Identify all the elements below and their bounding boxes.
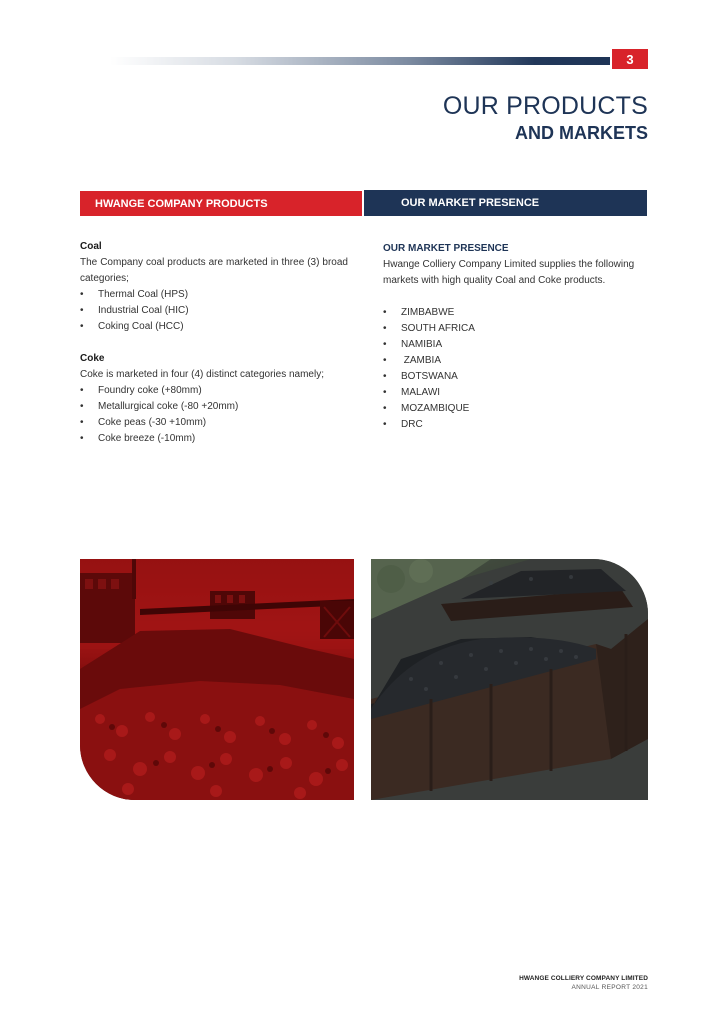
list-item: • Industrial Coal (HIC) [80, 303, 348, 319]
list-item: • DRC [383, 417, 648, 433]
markets-section-band [364, 190, 647, 216]
markets-heading: OUR MARKET PRESENCE [383, 243, 509, 254]
products-section-band [80, 191, 362, 216]
list-item: • BOTSWANA [383, 369, 648, 385]
list-item: • Thermal Coal (HPS) [80, 287, 348, 303]
list-item: • NAMIBIA [383, 337, 648, 353]
footer-company: HWANGE COLLIERY COMPANY LIMITED [519, 975, 648, 982]
markets-intro: Hwange Colliery Company Limited supplies the following markets with high quality Coal and Coke products. [383, 259, 635, 286]
footer-report: ANNUAL REPORT 2021 [571, 984, 648, 991]
page-title-line-1: OUR PRODUCTS [442, 92, 648, 120]
products-column [80, 239, 348, 447]
coke-stockpile-photo [80, 559, 354, 800]
products-band-label: HWANGE COMPANY PRODUCTS [95, 197, 268, 210]
list-item: • MALAWI [383, 385, 648, 401]
coal-heading: Coal [80, 241, 102, 252]
list-item: • Metallurgical coke (-80 +20mm) [80, 399, 348, 415]
page-number: 3 [612, 49, 648, 69]
list-item: • MOZAMBIQUE [383, 401, 648, 417]
markets-list [383, 305, 648, 433]
list-item: • Coking Coal (HCC) [80, 319, 348, 335]
coal-wagons-photo [371, 559, 648, 800]
coal-list [80, 287, 348, 335]
markets-column [383, 241, 648, 433]
coke-intro: Coke is marketed in four (4) distinct categories namely; [80, 369, 324, 380]
markets-band-label: OUR MARKET PRESENCE [401, 197, 540, 209]
list-item: • ZAMBIA [383, 353, 648, 369]
coke-heading: Coke [80, 353, 105, 364]
list-item: • Coke peas (-30 +10mm) [80, 415, 348, 431]
header-gradient-line [110, 57, 610, 65]
list-item: • ZIMBABWE [383, 305, 648, 321]
page-title-line-2: AND MARKETS [515, 123, 648, 143]
list-item: • Foundry coke (+80mm) [80, 383, 348, 399]
coal-intro: The Company coal products are marketed in three (3) broad categories; [80, 257, 348, 284]
list-item: • Coke breeze (-10mm) [80, 431, 348, 447]
coke-list [80, 383, 348, 447]
list-item: • SOUTH AFRICA [383, 321, 648, 337]
